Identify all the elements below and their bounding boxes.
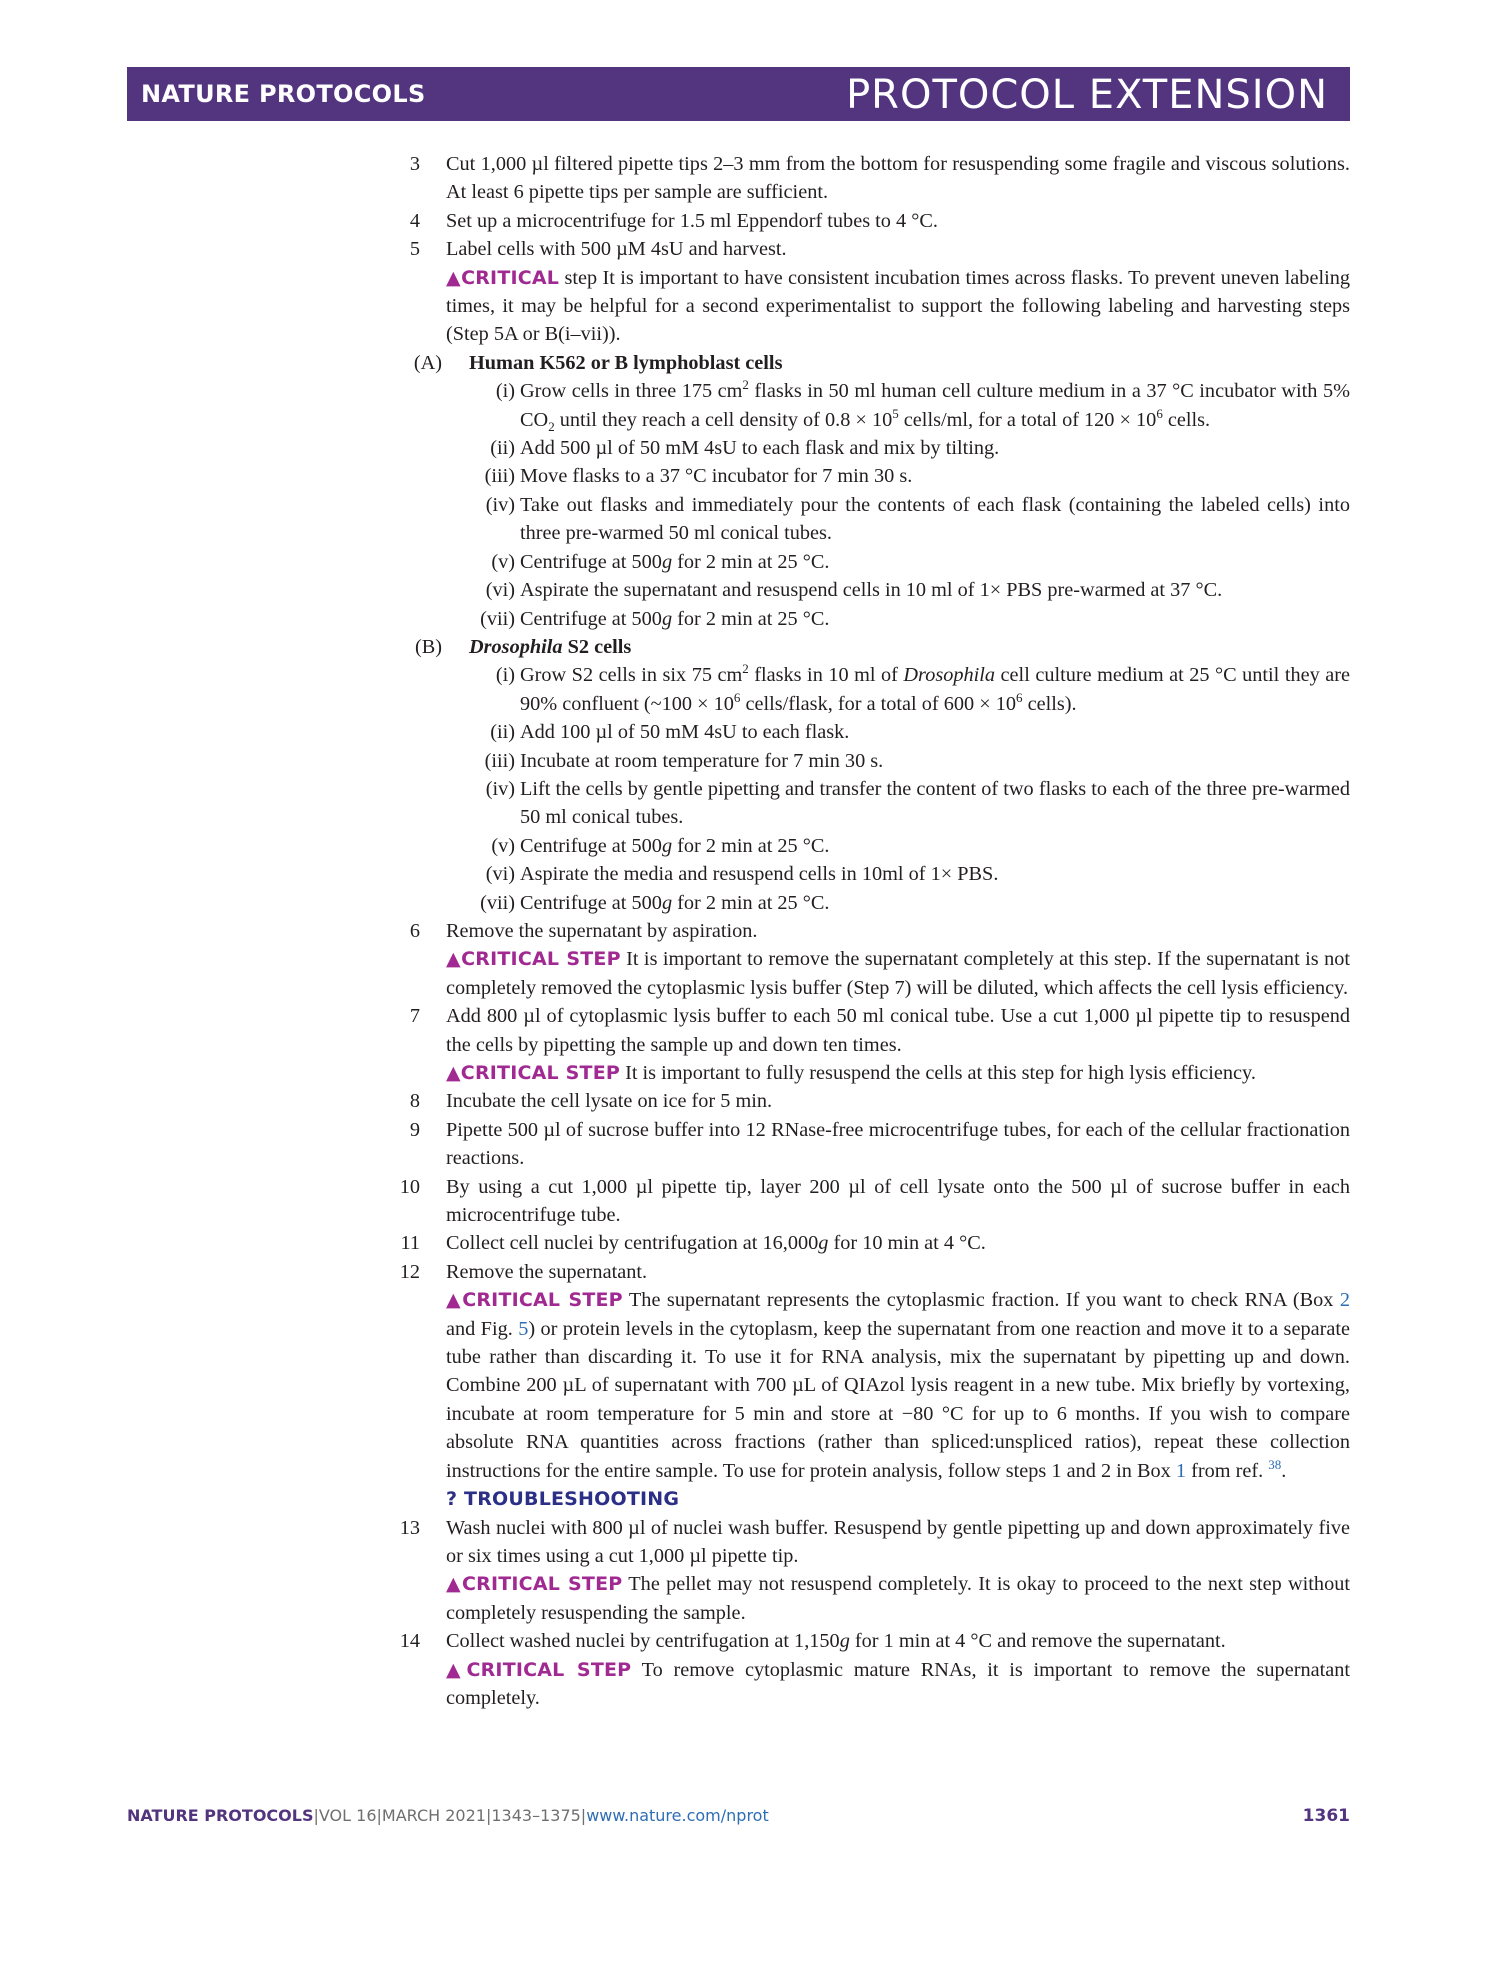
separator: | bbox=[580, 1806, 587, 1825]
step-number: 4 bbox=[409, 209, 420, 232]
journal-title: NATURE PROTOCOLS bbox=[141, 80, 426, 108]
superscript: 6 bbox=[1156, 405, 1163, 421]
substep-text: for 2 min at 25 °C. bbox=[672, 891, 830, 914]
critical-note bbox=[446, 945, 1350, 1002]
step-text: Incubate the cell lysate on ice for 5 min. bbox=[446, 1090, 773, 1113]
step-3 bbox=[380, 150, 1350, 207]
substep-label: (vii) bbox=[480, 891, 515, 914]
critical-text: It is important to fully resuspend the cells at this step for high lysis efficiency. bbox=[625, 1062, 1256, 1084]
step-number: 6 bbox=[409, 919, 420, 942]
box-1-link[interactable]: 1 bbox=[1175, 1459, 1187, 1482]
step-text: Cut 1,000 µl filtered pipette tips 2–3 mm from the bottom for resuspending some fragile and viscous solutions. At least 6 pipette tips per sample are sufficient. bbox=[446, 153, 1350, 204]
critical-note bbox=[446, 264, 1350, 349]
step-number: 8 bbox=[409, 1090, 420, 1113]
substep-text: Lift the cells by gentle pipetting and transfer the content of two flasks to each of the three pre-warmed 50 ml conical tubes. bbox=[520, 777, 1350, 829]
substep-label: (iii) bbox=[484, 465, 515, 488]
superscript: 6 bbox=[733, 689, 741, 705]
substep-text: for 2 min at 25 °C. bbox=[672, 607, 830, 630]
critical-note bbox=[446, 1059, 1350, 1087]
step-7 bbox=[380, 1002, 1350, 1087]
step-number: 3 bbox=[409, 153, 420, 175]
substep bbox=[380, 377, 1350, 434]
step-number: 7 bbox=[409, 1005, 420, 1028]
critical-text: step It is important to have consistent incubation times across flasks. To prevent uneven labeling times, it may be helpful for a second experimentalist to support the following labeling and harvesting steps (Step 5A or B(i–vii)). bbox=[446, 266, 1351, 346]
substep-text: flasks in 10 ml of bbox=[748, 664, 904, 687]
step-11 bbox=[380, 1229, 1350, 1257]
substep-text: Aspirate the media and resuspend cells in 10ml of 1× PBS. bbox=[520, 863, 999, 886]
substep-label: (v) bbox=[491, 550, 515, 573]
substep-label: (ii) bbox=[490, 437, 515, 460]
substep-label: (iv) bbox=[485, 493, 515, 516]
superscript: 2 bbox=[742, 661, 749, 677]
step-8 bbox=[380, 1087, 1350, 1115]
step-12 bbox=[380, 1258, 1350, 1514]
critical-text: To remove cytoplasmic mature RNAs, it is important to remove the supernatant completely. bbox=[446, 1658, 1350, 1709]
substep bbox=[380, 889, 1350, 917]
critical-text: It is important to remove the supernatant completely at this step. If the supernatant is not completely removed the cytoplasmic lysis buffer (Step 7) will be diluted, which affects the cell lysis efficiency. bbox=[446, 948, 1350, 999]
substep-text: cell culture medium at 25 °C until they are 90% confluent (~100 × 10 bbox=[520, 664, 1350, 715]
substep-text: cells/ml, for a total of 120 × 10 bbox=[898, 408, 1157, 431]
substep bbox=[380, 434, 1350, 462]
footer-pages: 1343–1375 bbox=[491, 1806, 581, 1825]
step-4 bbox=[380, 207, 1350, 235]
step-text: Label cells with 500 µM 4sU and harvest. bbox=[446, 238, 787, 261]
substep-text: cells). bbox=[1022, 692, 1077, 715]
separator: | bbox=[376, 1806, 382, 1825]
step-13 bbox=[380, 1514, 1350, 1628]
critical-label: ▲CRITICAL STEP bbox=[446, 948, 621, 971]
critical-label: ▲CRITICAL STEP bbox=[446, 1289, 623, 1312]
critical-label: ▲CRITICAL bbox=[446, 266, 560, 289]
option-label: (A) bbox=[413, 351, 442, 374]
step-number: 9 bbox=[409, 1118, 420, 1141]
substep-label: (iv) bbox=[485, 777, 515, 800]
figure-5-link[interactable]: 5 bbox=[518, 1317, 529, 1340]
separator: | bbox=[313, 1806, 319, 1825]
substep bbox=[380, 860, 1350, 888]
step-text: Pipette 500 µl of sucrose buffer into 12 RNase-free microcentrifuge tubes, for each of the cellular fractionation reactions. bbox=[446, 1118, 1350, 1170]
substep bbox=[380, 718, 1350, 746]
italic-g: g bbox=[839, 1630, 850, 1653]
step-number: 10 bbox=[399, 1175, 420, 1198]
critical-label: ▲CRITICAL STEP bbox=[446, 1062, 621, 1084]
step-number: 12 bbox=[399, 1260, 420, 1283]
footer-url-link[interactable]: www.nature.com/nprot bbox=[586, 1806, 769, 1825]
footer-journal: NATURE PROTOCOLS bbox=[127, 1806, 314, 1825]
step-number: 11 bbox=[400, 1232, 420, 1255]
option-title: S2 cells bbox=[562, 635, 632, 658]
substep-text: Grow S2 cells in six 75 cm bbox=[520, 664, 743, 687]
critical-note bbox=[446, 1570, 1350, 1627]
substep-text: until they reach a cell density of 0.8 × 10 bbox=[554, 408, 893, 431]
critical-label: ▲CRITICAL STEP bbox=[446, 1658, 632, 1681]
italic-g: g bbox=[661, 834, 673, 857]
substep-text: for 2 min at 25 °C. bbox=[672, 550, 830, 573]
step-number: 13 bbox=[399, 1516, 420, 1539]
substep-label: (vi) bbox=[485, 579, 515, 602]
critical-note bbox=[446, 1656, 1350, 1713]
step-text: Collect cell nuclei by centrifugation at 16,000 bbox=[446, 1232, 819, 1255]
substep-text: Move flasks to a 37 °C incubator for 7 min 30 s. bbox=[520, 465, 913, 488]
critical-text: ) or protein levels in the cytoplasm, keep the supernatant from one reaction and move it to a separate tube rather than discarding it. To use it for RNA analysis, mix the supernatant by pipetting up and down. Combine 200 µL of supernatant with 700 µL of QIAzol lysis reagent in a new tube. Mix briefly by vortexing, incubate at room temperature for 5 min and store at −80 °C for up to 6 months. If you wish to compare absolute RNA quantities across fractions (rather than spliced:unspliced ratios), repeat these collection instructions for the entire sample. To use for protein analysis, follow steps 1 and 2 in Box bbox=[446, 1317, 1350, 1482]
critical-text: The pellet may not resuspend completely. It is okay to proceed to the next step without completely resuspending the sample. bbox=[446, 1573, 1350, 1624]
substep-label: (v) bbox=[491, 834, 515, 857]
italic-g: g bbox=[818, 1232, 829, 1255]
substep bbox=[380, 605, 1350, 633]
substep-text: Centrifuge at 500 bbox=[520, 607, 662, 630]
substep-text: Centrifuge at 500 bbox=[520, 550, 662, 573]
substep-label: (vi) bbox=[485, 863, 515, 886]
critical-text: and Fig. bbox=[446, 1317, 519, 1340]
page-number: 1361 bbox=[1302, 1806, 1350, 1826]
step-text: for 1 min at 4 °C and remove the supernatant. bbox=[849, 1630, 1226, 1653]
step-text: Wash nuclei with 800 µl of nuclei wash buffer. Resuspend by gentle pipetting up and down approximately five or six times using a cut 1,000 µl pipette tip. bbox=[446, 1516, 1350, 1567]
header-bar bbox=[127, 67, 1350, 121]
substep-text: Incubate at room temperature for 7 min 30 s. bbox=[520, 749, 884, 772]
troubleshooting-label: ? TROUBLESHOOTING bbox=[446, 1488, 680, 1511]
substep-text: cells. bbox=[1162, 408, 1211, 431]
step-number: 5 bbox=[409, 238, 420, 261]
step-9 bbox=[380, 1116, 1350, 1173]
substep bbox=[380, 462, 1350, 490]
option-label: (B) bbox=[414, 635, 442, 658]
step-text: By using a cut 1,000 µl pipette tip, layer 200 µl of cell lysate onto the 500 µl of sucrose buffer in each microcentrifuge tube. bbox=[446, 1175, 1350, 1227]
substep-label: (vii) bbox=[480, 607, 515, 630]
option-b bbox=[380, 633, 1350, 661]
superscript: 6 bbox=[1016, 689, 1023, 705]
critical-label: ▲CRITICAL STEP bbox=[446, 1573, 623, 1596]
separator: | bbox=[485, 1806, 492, 1825]
step-text: Collect washed nuclei by centrifugation at 1,150 bbox=[446, 1630, 840, 1653]
substep-text: Add 100 µl of 50 mM 4sU to each flask. bbox=[520, 721, 850, 744]
critical-text: . bbox=[1281, 1459, 1287, 1482]
substep bbox=[380, 832, 1350, 860]
step-text: Remove the supernatant by aspiration. bbox=[446, 919, 758, 942]
footer-volume: VOL 16 bbox=[318, 1806, 377, 1825]
italic-g: g bbox=[661, 891, 673, 914]
critical-text: The supernatant represents the cytoplasmic fraction. If you want to check RNA (Box bbox=[628, 1289, 1340, 1312]
step-5 bbox=[380, 235, 1350, 349]
substep-text: flasks in 50 ml human cell culture medium in a 37 °C incubator with 5% CO bbox=[520, 380, 1350, 431]
substep-text: Grow cells in three 175 cm bbox=[520, 380, 743, 403]
substep bbox=[380, 661, 1350, 718]
substep bbox=[380, 491, 1350, 548]
step-14 bbox=[380, 1627, 1350, 1712]
substep bbox=[380, 548, 1350, 576]
substep-text: Take out flasks and immediately pour the contents of each flask (containing the labeled cells) into three pre-warmed 50 ml conical tubes. bbox=[520, 493, 1350, 545]
protocol-body bbox=[380, 150, 1350, 1712]
substep-label: (ii) bbox=[490, 721, 515, 744]
article-type: PROTOCOL EXTENSION bbox=[846, 72, 1328, 118]
substep-text: for 2 min at 25 °C. bbox=[672, 834, 830, 857]
option-title-italic: Drosophila bbox=[469, 635, 563, 658]
step-text: Remove the supernatant. bbox=[446, 1260, 648, 1283]
superscript: 2 bbox=[742, 377, 749, 393]
option-title: Human K562 or B lymphoblast cells bbox=[469, 351, 783, 374]
reference-38-link[interactable]: 38 bbox=[1268, 1456, 1282, 1472]
box-2-link[interactable]: 2 bbox=[1339, 1289, 1350, 1312]
option-a bbox=[380, 349, 1350, 377]
substep-label: (i) bbox=[495, 380, 515, 403]
critical-text: from ref. bbox=[1186, 1459, 1269, 1482]
substep bbox=[380, 576, 1350, 604]
substep bbox=[380, 747, 1350, 775]
subscript: 2 bbox=[548, 418, 555, 434]
step-10 bbox=[380, 1173, 1350, 1230]
substep-text: Centrifuge at 500 bbox=[520, 834, 662, 857]
step-text: Add 800 µl of cytoplasmic lysis buffer to each 50 ml conical tube. Use a cut 1,000 µl pipette tip to resuspend the cells by pipetting the sample up and down ten times. bbox=[446, 1005, 1350, 1056]
substep-label: (iii) bbox=[484, 749, 515, 772]
italic-species: Drosophila bbox=[903, 664, 996, 687]
substep-text: Centrifuge at 500 bbox=[520, 891, 662, 914]
italic-g: g bbox=[661, 607, 673, 630]
substep-text: cells/flask, for a total of 600 × 10 bbox=[740, 692, 1017, 715]
substep-text: Aspirate the supernatant and resuspend cells in 10 ml of 1× PBS pre-warmed at 37 °C. bbox=[520, 579, 1223, 602]
step-number: 14 bbox=[399, 1630, 420, 1653]
step-6 bbox=[380, 917, 1350, 1002]
step-text: Set up a microcentrifuge for 1.5 ml Eppendorf tubes to 4 °C. bbox=[446, 209, 938, 232]
substep-label: (i) bbox=[495, 664, 515, 687]
footer-date: MARCH 2021 bbox=[381, 1806, 486, 1825]
italic-g: g bbox=[661, 550, 673, 573]
critical-note bbox=[446, 1286, 1350, 1485]
step-text: for 10 min at 4 °C. bbox=[828, 1232, 986, 1255]
superscript: 5 bbox=[892, 405, 899, 421]
footer-citation bbox=[127, 1806, 769, 1825]
substep-text: Add 500 µl of 50 mM 4sU to each flask and mix by tilting. bbox=[520, 437, 1000, 460]
substep bbox=[380, 775, 1350, 832]
